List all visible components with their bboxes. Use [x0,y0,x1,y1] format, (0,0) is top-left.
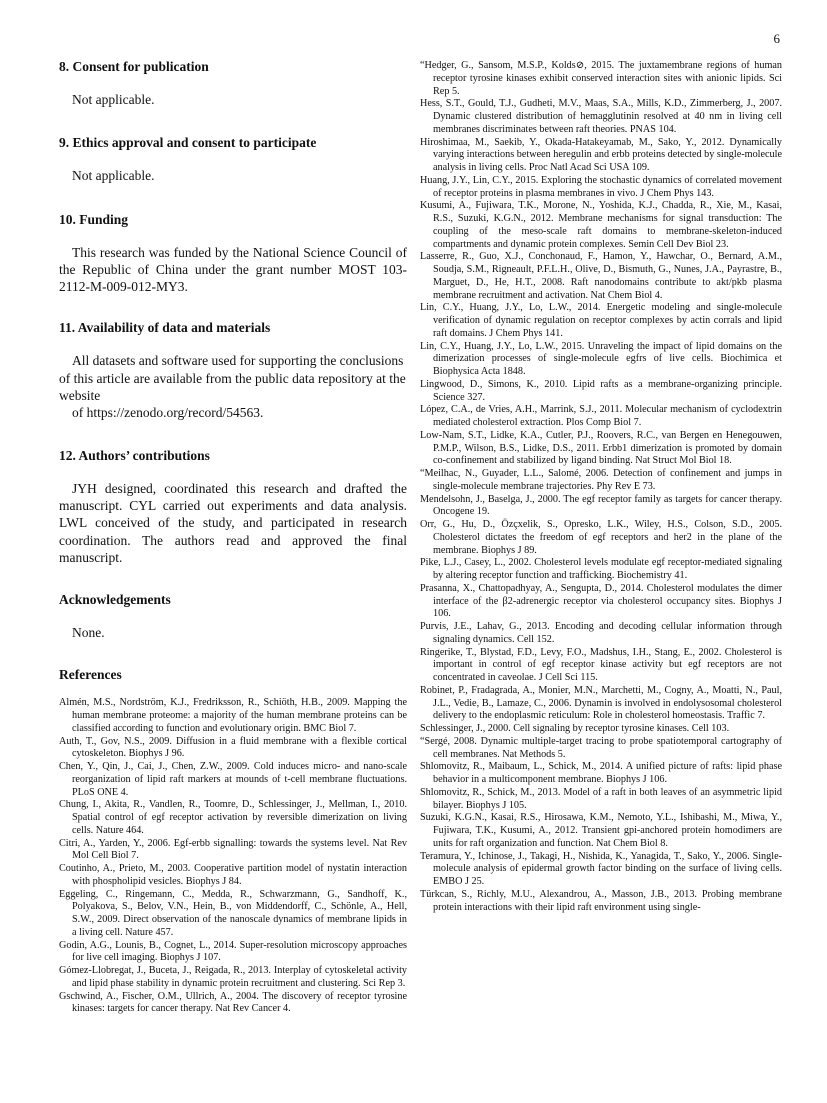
section-paragraph: of https://zenodo.org/record/54563. [72,405,264,421]
references-heading: References [59,667,122,683]
reference-entry: Lingwood, D., Simons, K., 2010. Lipid rafts as a membrane-organizing principle. Science 327. [420,378,782,403]
section-contributions [59,447,407,566]
reference-list-right [420,60,782,914]
reference-entry: Prasanna, X., Chattopadhyay, A., Sengupta, D., 2014. Cholesterol modulates the dimer interface of the β2-adrenergic receptor via cholesterol occupancy sites. Biophys J 106. [420,582,782,620]
reference-entry: Kusumi, A., Fujiwara, T.K., Morone, N., Yoshida, K.J., Chadda, R., Xie, M., Kasai, R.S., Suzuki, K.G.N., 2012. Membrane mechanisms for signal transduction: The coupling of the meso-scale raft domains to membrane-skeleton-induced compartments and dynamic protein complexes. Semin Cell Dev Biol 23. [420,200,782,250]
section-consent [59,58,407,108]
reference-entry: Lasserre, R., Guo, X.J., Conchonaud, F., Hamon, Y., Hawchar, O., Bernard, A.M., Soudja, S.M., Rigneault, P.F.L.H., Olive, D., Bismuth, G., Nunes, J.A., Payrastre, B., Marguet, D., He, H.T., 2008. Raft nanodomains contribute to akt/pkb plasma membrane recruitment and activation. Nat Chem Biol 4. [420,251,782,301]
reference-entry: Citri, A., Yarden, Y., 2006. Egf-erbb signalling: towards the systems level. Nat Rev Mol Cell Biol 7. [59,837,407,862]
reference-entry: Mendelsohn, J., Baselga, J., 2000. The egf receptor family as targets for cancer therapy. Oncogene 19. [420,493,782,518]
reference-entry: Lin, C.Y., Huang, J.Y., Lo, L.W., 2015. Unraveling the impact of lipid domains on the dimerization processes of single-molecule egfrs of live cells. Biochimica et Biophysica Acta 1848. [420,340,782,377]
reference-entry: Gómez-Llobregat, J., Buceta, J., Reigada, R., 2013. Interplay of cytoskeletal activity and lipid phase stability in dynamic protein recruitment and clustering. Sci Rep 3. [59,965,407,989]
section-paragraph: JYH designed, coordinated this research and drafted the manuscript. CYL carried out experiments and data analysis. LWL conceived of the study, and participated in research coordination. The authors read and approved the final manuscript. [59,480,407,565]
section-heading: 12. Authors’ contributions [59,447,210,463]
section-heading: 11. Availability of data and materials [59,320,271,336]
section-funding [59,211,407,296]
reference-entry: Godin, A.G., Lounis, B., Cognet, L., 2014. Super-resolution microscopy approaches for live cell imaging. Biophys J 107. [59,939,407,964]
reference-entry: “Meilhac, N., Guyader, L.L., Salomé, 2006. Detection of confinement and jumps in single-molecule membrane trajectories. Phy Rev E 73. [420,468,782,492]
reference-entry: Gschwind, A., Fischer, O.M., Ullrich, A., 2004. The discovery of receptor tyrosine kinases: targets for cancer therapy. Nat Rev Cancer 4. [59,990,407,1015]
right-column [420,60,782,914]
reference-entry: Hess, S.T., Gould, T.J., Gudheti, M.V., Maas, S.A., Mills, K.D., Zimmerberg, J., 2007. Dynamic clustered distribution of hemagglutinin resolved at 40 nm in living cell membranes discriminates between raft theories. PNAS 104. [420,98,782,135]
reference-entry: Auth, T., Gov, N.S., 2009. Diffusion in a fluid membrane with a flexible cortical cytoskeleton. Biophys J 96. [59,735,407,760]
reference-entry: “Sergé, 2008. Dynamic multiple-target tracing to probe spatiotemporal cartography of cell membranes. Nat Methods 5. [420,735,782,760]
reference-list-left [59,697,407,1016]
reference-entry: Coutinho, A., Prieto, M., 2003. Cooperative partition model of nystatin interaction with phospholipid vesicles. Biophys J 84. [59,863,407,887]
reference-entry: Schlessinger, J., 2000. Cell signaling by receptor tyrosine kinases. Cell 103. [420,723,730,734]
section-heading: 8. Consent for publication [59,59,209,74]
page-number: 6 [773,31,780,46]
reference-entry: Almén, M.S., Nordström, K.J., Fredriksson, R., Schiöth, H.B., 2009. Mapping the human membrane proteome: a majority of the human membrane proteins can be classified according to function and evolutionary origin. BMC Biol 7. [59,697,407,734]
section-paragraph: Not applicable. [72,92,155,107]
reference-entry: Chung, I., Akita, R., Vandlen, R., Toomre, D., Schlessinger, J., Mellman, I., 2010. Spatial control of egf receptor activation by reversible dimerization on living cells. Nature 464. [59,799,407,836]
section-paragraph: This research was funded by the National Science Council of the Republic of China under the grant number MOST 103-2112-M-009-012-MY3. [59,244,407,295]
section-acknowledgements [59,591,407,641]
reference-entry: Purvis, J.E., Lahav, G., 2013. Encoding and decoding cellular information through signaling dynamics. Cell 152. [420,621,782,645]
reference-entry: Hiroshimaa, M., Saekib, Y., Okada-Hatakeyamab, M., Sako, Y., 2012. Dynamically varying interactions between heregulin and erbb proteins detected by single-molecule analysis in living cells. Proc Natl Acad Sci USA 109. [420,136,782,173]
section-heading: 9. Ethics approval and consent to participate [59,135,317,151]
reference-entry: Teramura, Y., Ichinose, J., Takagi, H., Nishida, K., Yanagida, T., Sako, Y., 2006. Single-molecule analysis of epidermal growth factor binding on the surface of living cells. EMBO J 25. [420,850,782,887]
reference-entry: Eggeling, C., Ringemann, C., Medda, R., Schwarzmann, G., Sandhoff, K., Polyakova, S., Belov, V.N., Hein, B., von Middendorff, C., Schönle, A., Hell, S.W., 2009. Direct observation of the nanoscale dynamics of membrane lipids in a living cell. Nature 457. [59,888,407,938]
section-heading: Acknowledgements [59,592,171,608]
section-paragraph: Not applicable. [72,168,155,184]
reference-entry: “Hedger, G., Sansom, M.S.P., Kolds⊘, 2015. The juxtamembrane regions of human receptor tyrosine kinases exhibit conserved interaction sites with anionic lipids. Sci Rep 5. [420,60,782,97]
reference-entry: Lin, C.Y., Huang, J.Y., Lo, L.W., 2014. Energetic modeling and single-molecule verification of dynamic regulation on receptor complexes by actin corrals and lipid raft domains. J Chem Phys 141. [420,302,782,339]
reference-entry: Türkcan, S., Richly, M.U., Alexandrou, A., Masson, J.B., 2013. Probing membrane protein interactions with their lipid raft environment using single- [420,888,782,913]
reference-entry: Shlomovitz, R., Schick, M., 2013. Model of a raft in both leaves of an asymmetric lipid bilayer. Biophys J 105. [420,786,782,811]
reference-entry: Pike, L.J., Casey, L., 2002. Cholesterol levels modulate egf receptor-mediated signaling by altering receptor function and trafficking. Biochemistry 41. [420,557,782,581]
reference-entry: López, C.A., de Vries, A.H., Marrink, S.J., 2011. Molecular mechanism of cyclodextrin mediated cholesterol extraction. Plos Comp Biol 7. [420,404,782,428]
reference-entry: Ringerike, T., Blystad, F.D., Levy, F.O., Madshus, I.H., Stang, E., 2002. Cholesterol is important in control of egf receptor kinase activity but egf receptors are not concentrated in caveolae. J Cell Sci 115. [420,646,782,683]
reference-entry: Robinet, P., Fradagrada, A., Monier, M.N., Marchetti, M., Cogny, A., Moatti, N., Paul, J.L., Vedie, B., Lamaze, C., 2006. Dynamin is involved in endolysosomal cholesterol delivery to the endoplasmic reticulum: Role in cholesterol homeostasis. Traffic 7. [420,684,782,722]
section-ethics [59,134,407,184]
left-column [59,58,407,1016]
reference-entry: Suzuki, K.G.N., Kasai, R.S., Hirosawa, K.M., Nemoto, Y.L., Ishibashi, M., Miwa, Y., Fujiwara, T.K., Kusumi, A., 2012. Transient gpi-anchored protein homodimers are units for raft organization and function. Nat Chem Biol 8. [420,812,782,849]
section-paragraph: None. [72,625,105,641]
section-paragraph: All datasets and software used for supporting the conclusions of this article are available from the public data repository at the website [59,353,406,404]
section-availability [59,319,407,421]
section-heading: 10. Funding [59,211,129,227]
reference-entry: Orr, G., Hu, D., Özçxelik, S., Opresko, L.K., Wiley, H.S., Colson, S.D., 2005. Cholesterol dictates the freedom of egf receptors and her2 in the plane of the membrane. Biophys J 89. [420,519,782,556]
references-section [59,666,407,1016]
reference-entry: Huang, J.Y., Lin, C.Y., 2015. Exploring the stochastic dynamics of correlated movement of receptor proteins in plasma membranes in vivo. J Chem Phys 143. [420,174,782,199]
reference-entry: Low-Nam, S.T., Lidke, K.A., Cutler, P.J., Roovers, R.C., van Bergen en Henegouwen, P.M.P., Wilson, B.S., Lidke, D.S., 2011. Erbb1 dimerization is promoted by domain co-confinement and stabilized by ligand binding. Nat Struct Mol Biol 18. [420,429,782,467]
reference-entry: Chen, Y., Qin, J., Cai, J., Chen, Z.W., 2009. Cold induces micro- and nano-scale reorganization of lipid raft markers at mounds of t-cell membrane fluctuations. PLoS ONE 4. [59,761,407,798]
reference-entry: Shlomovitz, R., Maibaum, L., Schick, M., 2014. A unified picture of rafts: lipid phase behavior in a multicomponent membrane. Biophys J 106. [420,761,782,785]
